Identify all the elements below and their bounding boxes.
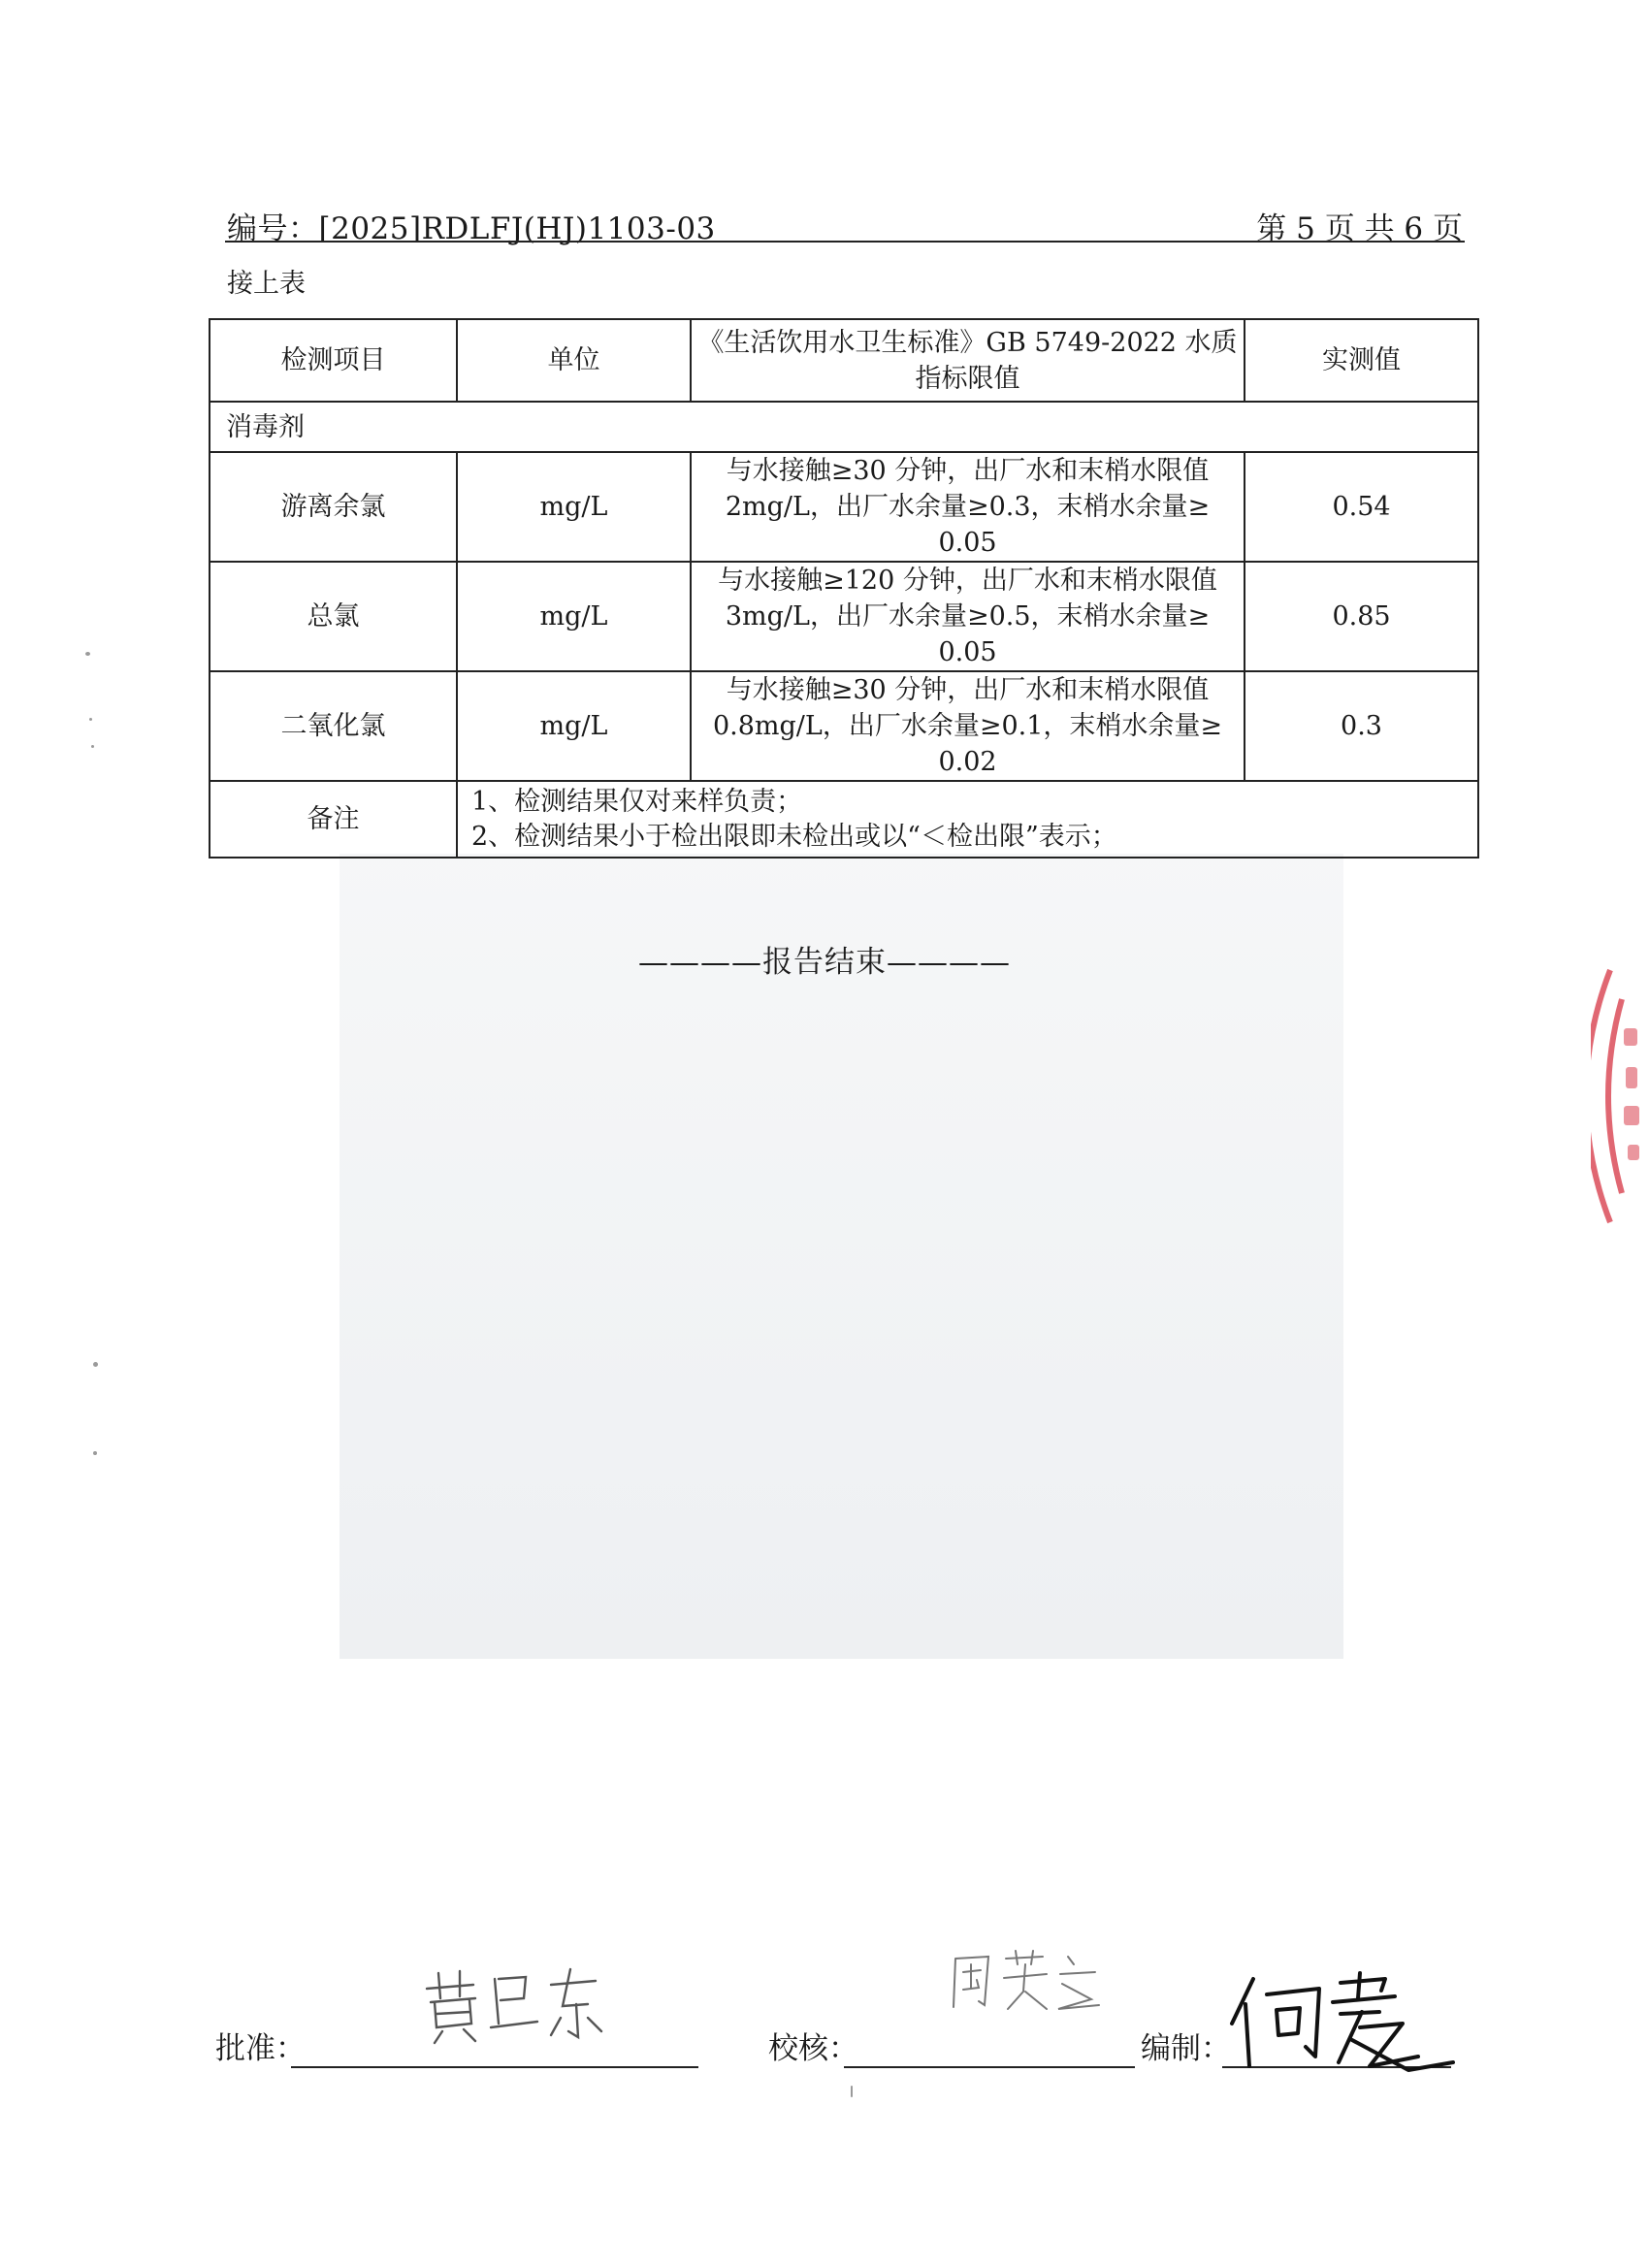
page-indicator: 第 5 页 共 6 页 xyxy=(1256,211,1463,246)
unit-cell: mg/L xyxy=(457,452,691,562)
seal-stamp xyxy=(1591,960,1649,1232)
remark-line-1: 1、检测结果仅对来样负责； xyxy=(471,786,803,817)
scan-speck xyxy=(91,745,94,748)
approve-label: 批准： xyxy=(215,2031,306,2066)
limit-cell: 与水接触≥30 分钟，出厂水和末梢水限值 2mg/L，出厂水余量≥0.3，末梢水余量≥ 0.05 xyxy=(691,452,1245,562)
limit-cell: 与水接触≥30 分钟，出厂水和末梢水限值 0.8mg/L，出厂水余量≥0.1，末梢水余量≥ 0.02 xyxy=(691,671,1245,781)
column-header-unit: 单位 xyxy=(457,319,691,402)
scan-speck xyxy=(93,1451,97,1455)
review-signature xyxy=(946,1945,1111,2023)
value-cell: 0.54 xyxy=(1245,452,1478,562)
remark-line-2: 2、检测结果小于检出限即未检出或以“＜检出限”表示； xyxy=(471,821,1117,852)
review-label: 校核： xyxy=(768,2031,858,2066)
table-header-row xyxy=(210,319,1478,402)
header-rule xyxy=(225,241,1465,243)
remarks-row xyxy=(210,781,1478,858)
scan-speck xyxy=(89,718,92,721)
group-row xyxy=(210,402,1478,452)
item-cell: 总氯 xyxy=(210,562,457,671)
table-row xyxy=(210,671,1478,781)
column-header-limit: 《生活饮用水卫生标准》GB 5749-2022 水质指标限值 xyxy=(691,319,1245,402)
remarks-label: 备注 xyxy=(210,781,457,858)
compile-label: 编制： xyxy=(1141,2031,1231,2066)
item-cell: 二氧化氯 xyxy=(210,671,457,781)
table-row xyxy=(210,562,1478,671)
compile-signature xyxy=(1224,1969,1457,2076)
scan-speck xyxy=(93,1362,98,1367)
scan-speck xyxy=(85,652,90,656)
column-header-value: 实测值 xyxy=(1245,319,1478,402)
item-cell: 游离余氯 xyxy=(210,452,457,562)
continued-label: 接上表 xyxy=(227,269,306,299)
unit-cell: mg/L xyxy=(457,671,691,781)
scan-speck xyxy=(851,2086,853,2097)
group-label: 消毒剂 xyxy=(210,402,1478,452)
value-cell: 0.85 xyxy=(1245,562,1478,671)
limit-cell: 与水接触≥120 分钟，出厂水和末梢水限值 3mg/L，出厂水余量≥0.5，末梢水余量≥ 0.05 xyxy=(691,562,1245,671)
table-row xyxy=(210,452,1478,562)
report-end-marker: ————报告结束———— xyxy=(638,945,1011,980)
approve-line xyxy=(291,2066,698,2068)
review-line xyxy=(844,2066,1135,2068)
unit-cell: mg/L xyxy=(457,562,691,671)
remarks-cell xyxy=(457,781,1478,858)
approve-signature xyxy=(417,1960,611,2047)
value-cell: 0.3 xyxy=(1245,671,1478,781)
report-number: 编号：[2025]RDLFJ(HJ)1103-03 xyxy=(227,211,716,246)
column-header-item: 检测项目 xyxy=(210,319,457,402)
results-table xyxy=(209,318,1479,859)
